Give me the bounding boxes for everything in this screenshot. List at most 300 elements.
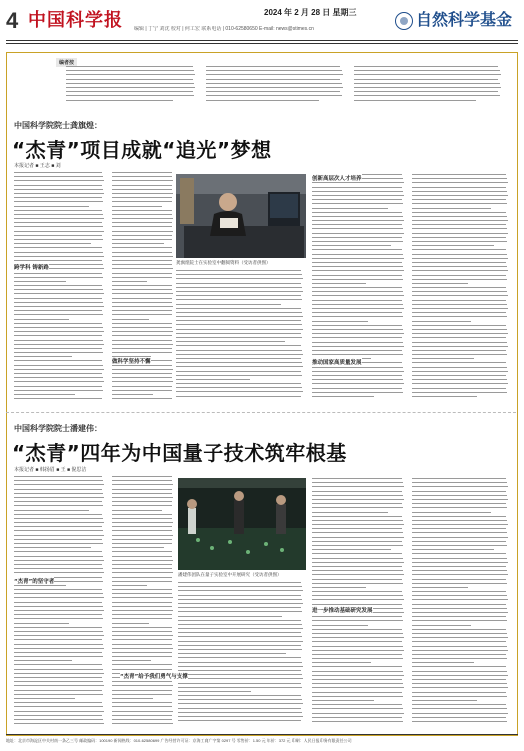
body-text-line bbox=[176, 345, 301, 346]
article2-caption: 潘建伟团队在量子实验室中开展研究（受访者供图） bbox=[178, 572, 282, 577]
body-text-line bbox=[178, 595, 301, 596]
body-text-line bbox=[178, 687, 302, 688]
body-text-line bbox=[206, 95, 342, 96]
body-text-line bbox=[178, 653, 286, 654]
body-text-line bbox=[14, 185, 102, 186]
body-text-line bbox=[312, 187, 402, 188]
body-text-line bbox=[412, 692, 506, 693]
body-text-line bbox=[412, 478, 506, 479]
body-text-line bbox=[178, 666, 303, 667]
body-text-line bbox=[14, 535, 104, 536]
body-text-line bbox=[412, 541, 506, 542]
body-text-line bbox=[14, 335, 102, 336]
body-text-line bbox=[112, 306, 173, 307]
body-text-line bbox=[176, 291, 303, 292]
body-text-line bbox=[312, 700, 374, 701]
body-text-line bbox=[312, 512, 388, 513]
body-text-line bbox=[312, 704, 402, 705]
editor-note-text bbox=[354, 66, 504, 104]
body-text-line bbox=[14, 614, 102, 615]
body-text-line bbox=[312, 300, 402, 301]
body-text-line bbox=[112, 497, 173, 498]
body-text-line bbox=[14, 505, 103, 506]
body-text-line bbox=[412, 388, 506, 389]
body-text-line bbox=[412, 620, 507, 621]
body-text-line bbox=[312, 579, 402, 580]
body-text-line bbox=[14, 222, 102, 223]
body-text-line bbox=[14, 560, 104, 561]
article1-column bbox=[176, 270, 306, 404]
body-text-line bbox=[14, 369, 104, 370]
body-text-line bbox=[412, 658, 507, 659]
body-text-line bbox=[312, 650, 404, 651]
body-text-line bbox=[14, 231, 104, 232]
masthead bbox=[6, 8, 518, 38]
body-text-line bbox=[112, 631, 172, 632]
body-text-line bbox=[312, 224, 402, 225]
body-text-line bbox=[14, 702, 102, 703]
body-text-line bbox=[14, 639, 102, 640]
body-text-line bbox=[14, 652, 102, 653]
body-text-line bbox=[178, 678, 303, 679]
body-text-line bbox=[412, 375, 506, 376]
quantum-lab-image bbox=[178, 478, 306, 570]
body-text-line bbox=[178, 699, 302, 700]
body-text-line bbox=[412, 195, 508, 196]
body-text-line bbox=[312, 195, 404, 196]
body-text-line bbox=[112, 369, 173, 370]
body-text-line bbox=[312, 683, 403, 684]
body-text-line bbox=[412, 367, 507, 368]
body-text-line bbox=[312, 637, 404, 638]
body-text-line bbox=[412, 491, 506, 492]
body-text-line bbox=[206, 87, 343, 88]
body-text-line bbox=[112, 644, 172, 645]
body-text-line bbox=[176, 366, 303, 367]
body-text-line bbox=[412, 237, 506, 238]
body-text-line bbox=[312, 295, 404, 296]
body-text-line bbox=[14, 476, 102, 477]
body-text-line bbox=[312, 287, 402, 288]
body-text-line bbox=[112, 702, 172, 703]
body-text-line bbox=[412, 558, 507, 559]
body-text-line bbox=[312, 312, 402, 313]
body-text-line bbox=[412, 392, 507, 393]
body-text-line bbox=[14, 302, 103, 303]
body-text-line bbox=[176, 354, 303, 355]
article2-subhead: “杰青”的坚守者 bbox=[14, 579, 55, 585]
body-text-line bbox=[112, 593, 172, 594]
body-text-line bbox=[412, 687, 508, 688]
body-text-line bbox=[112, 310, 172, 311]
body-text-line bbox=[312, 212, 402, 213]
body-text-line bbox=[14, 394, 75, 395]
body-text-line bbox=[14, 627, 102, 628]
body-text-line bbox=[178, 691, 251, 692]
body-text-line bbox=[176, 299, 302, 300]
body-text-line bbox=[112, 231, 173, 232]
editor-note-tag: 编者按 bbox=[56, 58, 77, 67]
body-text-line bbox=[112, 681, 172, 682]
body-text-line bbox=[14, 260, 102, 261]
body-text-line bbox=[312, 541, 402, 542]
body-text-line bbox=[412, 182, 508, 183]
body-text-line bbox=[112, 352, 172, 353]
body-text-line bbox=[112, 323, 172, 324]
body-text-line bbox=[412, 704, 506, 705]
body-text-line bbox=[412, 654, 506, 655]
body-text-line bbox=[14, 698, 75, 699]
body-text-line bbox=[14, 323, 102, 324]
body-text-line bbox=[312, 350, 402, 351]
body-text-line bbox=[14, 644, 103, 645]
body-text-line bbox=[112, 664, 172, 665]
body-text-line bbox=[312, 367, 403, 368]
body-text-line bbox=[178, 683, 301, 684]
body-text-line bbox=[412, 532, 507, 533]
body-text-line bbox=[176, 324, 302, 325]
body-text-line bbox=[312, 208, 388, 209]
body-text-line bbox=[412, 224, 506, 225]
article2-photo bbox=[178, 478, 306, 570]
body-text-line bbox=[112, 711, 173, 712]
body-text-line bbox=[112, 476, 172, 477]
body-text-line bbox=[312, 520, 403, 521]
body-text-line bbox=[312, 633, 403, 634]
body-text-line bbox=[312, 671, 403, 672]
body-text-line bbox=[312, 595, 403, 596]
body-text-line bbox=[206, 66, 340, 67]
article1-headline: “杰青”项目成就“追光”梦想 bbox=[12, 138, 272, 162]
article2-column bbox=[178, 582, 306, 728]
body-text-line bbox=[14, 298, 102, 299]
body-text-line bbox=[412, 700, 477, 701]
body-text-line bbox=[312, 379, 403, 380]
body-text-line bbox=[178, 632, 301, 633]
body-text-line bbox=[112, 715, 172, 716]
body-text-line bbox=[354, 95, 500, 96]
body-text-line bbox=[412, 279, 507, 280]
body-text-line bbox=[412, 683, 507, 684]
body-text-line bbox=[412, 362, 506, 363]
body-text-line bbox=[178, 582, 301, 583]
body-text-line bbox=[412, 666, 506, 667]
body-text-line bbox=[412, 587, 468, 588]
body-text-line bbox=[312, 392, 403, 393]
body-text-line bbox=[14, 593, 103, 594]
body-text-line bbox=[14, 206, 89, 207]
body-text-line bbox=[14, 189, 103, 190]
body-text-line bbox=[112, 694, 172, 695]
body-text-line bbox=[112, 539, 172, 540]
body-text-line bbox=[312, 537, 404, 538]
body-text-line bbox=[112, 480, 172, 481]
body-text-line bbox=[412, 579, 506, 580]
article2-subhead: 进一步推动基础研究发展 bbox=[312, 608, 373, 614]
body-text-line bbox=[14, 719, 103, 720]
body-text-line bbox=[112, 560, 173, 561]
body-text-line bbox=[312, 658, 403, 659]
body-text-line bbox=[112, 201, 172, 202]
body-text-line bbox=[312, 354, 403, 355]
body-text-line bbox=[14, 572, 104, 573]
body-text-line bbox=[412, 562, 508, 563]
body-text-line bbox=[312, 228, 403, 229]
body-text-line bbox=[312, 220, 404, 221]
body-text-line bbox=[112, 656, 172, 657]
body-text-line bbox=[312, 266, 403, 267]
body-text-line bbox=[14, 715, 102, 716]
body-text-line bbox=[112, 484, 173, 485]
nsfc-seal-icon bbox=[395, 12, 413, 30]
body-text-line bbox=[354, 79, 498, 80]
body-text-line bbox=[412, 633, 507, 634]
body-text-line bbox=[312, 629, 402, 630]
body-text-line bbox=[112, 530, 172, 531]
body-text-line bbox=[312, 583, 403, 584]
body-text-line bbox=[312, 599, 404, 600]
body-text-line bbox=[112, 377, 172, 378]
editor-note-text bbox=[206, 66, 346, 104]
body-text-line bbox=[412, 254, 507, 255]
body-text-line bbox=[14, 522, 104, 523]
body-text-line bbox=[14, 635, 104, 636]
body-text-line bbox=[354, 87, 501, 88]
body-text-line bbox=[112, 614, 172, 615]
body-text-line bbox=[412, 524, 508, 525]
body-text-line bbox=[412, 616, 506, 617]
body-text-line bbox=[312, 321, 368, 322]
body-text-line bbox=[112, 698, 153, 699]
body-text-line bbox=[178, 641, 303, 642]
body-text-line bbox=[14, 172, 102, 173]
body-text-line bbox=[312, 503, 402, 504]
article1-column bbox=[112, 172, 174, 404]
body-text-line bbox=[412, 220, 508, 221]
body-text-line bbox=[312, 346, 404, 347]
body-text-line bbox=[112, 606, 172, 607]
body-text-line bbox=[14, 497, 104, 498]
body-text-line bbox=[312, 566, 402, 567]
body-text-line bbox=[112, 510, 162, 511]
body-text-line bbox=[178, 662, 302, 663]
body-text-line bbox=[14, 648, 104, 649]
body-text-line bbox=[412, 358, 474, 359]
body-text-line bbox=[66, 74, 195, 75]
body-text-line bbox=[176, 337, 302, 338]
body-text-line bbox=[178, 720, 301, 721]
body-text-line bbox=[412, 266, 507, 267]
article1-subhead: 跨学科 铸新路 bbox=[14, 265, 49, 271]
body-text-line bbox=[14, 543, 103, 544]
body-text-line bbox=[112, 685, 173, 686]
body-text-line bbox=[412, 629, 506, 630]
body-text-line bbox=[312, 182, 404, 183]
body-text-line bbox=[14, 381, 104, 382]
body-text-line bbox=[412, 528, 506, 529]
page-number: 4 bbox=[6, 8, 19, 33]
body-text-line bbox=[312, 616, 402, 617]
body-text-line bbox=[412, 553, 506, 554]
body-text-line bbox=[14, 681, 103, 682]
body-text-line bbox=[112, 340, 172, 341]
body-text-line bbox=[178, 599, 302, 600]
body-text-line bbox=[14, 656, 103, 657]
body-text-line bbox=[412, 245, 494, 246]
body-text-line bbox=[178, 624, 302, 625]
body-text-line bbox=[312, 641, 402, 642]
body-text-line bbox=[178, 616, 282, 617]
body-text-line bbox=[312, 721, 403, 722]
body-text-line bbox=[312, 478, 402, 479]
article1-caption: 龚旗煌院士在实验室中翻阅资料（受访者供图） bbox=[176, 260, 271, 265]
body-text-line bbox=[112, 589, 172, 590]
body-text-line bbox=[176, 362, 302, 363]
body-text-line bbox=[112, 723, 173, 724]
body-text-line bbox=[112, 547, 164, 548]
body-text-line bbox=[14, 493, 103, 494]
body-text-line bbox=[176, 308, 301, 309]
body-text-line bbox=[412, 371, 508, 372]
body-text-line bbox=[14, 243, 91, 244]
body-text-line bbox=[112, 247, 172, 248]
editor-note bbox=[56, 58, 510, 104]
body-text-line bbox=[312, 388, 402, 389]
body-text-line bbox=[412, 637, 508, 638]
body-text-line bbox=[412, 625, 471, 626]
body-text-line bbox=[412, 228, 507, 229]
body-text-line bbox=[312, 486, 404, 487]
body-text-line bbox=[412, 396, 477, 397]
body-text-line bbox=[112, 652, 172, 653]
body-text-line bbox=[176, 387, 302, 388]
body-text-line bbox=[14, 281, 66, 282]
body-text-line bbox=[14, 501, 102, 502]
body-text-line bbox=[354, 66, 498, 67]
article1-photo bbox=[176, 174, 306, 258]
body-text-line bbox=[312, 528, 402, 529]
body-text-line bbox=[312, 203, 403, 204]
body-text-line bbox=[112, 327, 172, 328]
body-text-line bbox=[412, 646, 507, 647]
body-text-line bbox=[14, 235, 102, 236]
body-text-line bbox=[14, 484, 104, 485]
body-text-line bbox=[178, 703, 303, 704]
body-text-line bbox=[14, 306, 104, 307]
body-text-line bbox=[14, 319, 69, 320]
body-text-line bbox=[14, 273, 102, 274]
article2-column bbox=[14, 476, 106, 728]
body-text-line bbox=[412, 346, 508, 347]
body-text-line bbox=[312, 666, 402, 667]
body-text-line bbox=[312, 304, 403, 305]
body-text-line bbox=[112, 268, 173, 269]
body-text-line bbox=[112, 222, 172, 223]
body-text-line bbox=[112, 556, 172, 557]
body-text-line bbox=[312, 262, 402, 263]
body-text-line bbox=[112, 289, 172, 290]
article2-column bbox=[412, 478, 510, 728]
body-text-line bbox=[14, 214, 103, 215]
body-text-line bbox=[14, 193, 104, 194]
article1-column bbox=[412, 174, 510, 404]
body-text-line bbox=[412, 545, 507, 546]
body-text-line bbox=[112, 381, 173, 382]
body-text-line bbox=[14, 277, 103, 278]
body-text-line bbox=[14, 377, 103, 378]
body-text-line bbox=[178, 586, 302, 587]
body-text-line bbox=[112, 394, 153, 395]
article2-byline: 本报记者 ■ 韩扬眉 ■ 王 ■ 倪思洁 bbox=[14, 467, 87, 473]
body-text-line bbox=[412, 203, 507, 204]
body-text-line bbox=[312, 687, 404, 688]
body-text-line bbox=[14, 610, 104, 611]
body-text-line bbox=[112, 597, 173, 598]
body-text-line bbox=[14, 293, 104, 294]
body-text-line bbox=[312, 316, 403, 317]
body-text-line bbox=[178, 716, 303, 717]
body-text-line bbox=[312, 532, 403, 533]
body-text-line bbox=[312, 216, 403, 217]
body-text-line bbox=[178, 657, 301, 658]
body-text-line bbox=[112, 690, 172, 691]
body-text-line bbox=[412, 199, 506, 200]
body-text-line bbox=[112, 518, 172, 519]
body-text-line bbox=[14, 510, 89, 511]
footer-rule bbox=[6, 734, 518, 735]
body-text-line bbox=[14, 489, 102, 490]
body-text-line bbox=[412, 178, 507, 179]
body-text-line bbox=[312, 662, 371, 663]
body-text-line bbox=[14, 210, 102, 211]
body-text-line bbox=[112, 256, 173, 257]
body-text-line bbox=[178, 628, 303, 629]
body-text-line bbox=[412, 316, 507, 317]
body-text-line bbox=[14, 480, 103, 481]
body-text-line bbox=[14, 685, 104, 686]
body-text-line bbox=[176, 283, 301, 284]
body-text-line bbox=[412, 608, 507, 609]
body-text-line bbox=[14, 664, 102, 665]
body-text-line bbox=[412, 187, 506, 188]
body-text-line bbox=[178, 645, 301, 646]
body-text-line bbox=[312, 708, 403, 709]
body-text-line bbox=[176, 358, 301, 359]
body-text-line bbox=[14, 556, 103, 557]
body-text-line bbox=[312, 258, 404, 259]
body-text-line bbox=[312, 558, 403, 559]
body-text-line bbox=[312, 545, 403, 546]
editor-note-text bbox=[66, 66, 198, 104]
body-text-line bbox=[112, 585, 147, 586]
dateline bbox=[264, 8, 357, 18]
body-text-line bbox=[112, 568, 172, 569]
body-text-line bbox=[206, 83, 342, 84]
body-text-line bbox=[14, 711, 104, 712]
body-text-line bbox=[176, 316, 303, 317]
body-text-line bbox=[412, 337, 506, 338]
body-text-line bbox=[14, 602, 102, 603]
body-text-line bbox=[112, 551, 172, 552]
body-text-line bbox=[112, 302, 172, 303]
body-text-line bbox=[112, 390, 172, 391]
body-text-line bbox=[112, 189, 172, 190]
body-text-line bbox=[412, 262, 506, 263]
body-text-line bbox=[412, 300, 506, 301]
body-text-line bbox=[412, 671, 507, 672]
body-text-line bbox=[354, 70, 500, 71]
body-text-line bbox=[112, 214, 172, 215]
